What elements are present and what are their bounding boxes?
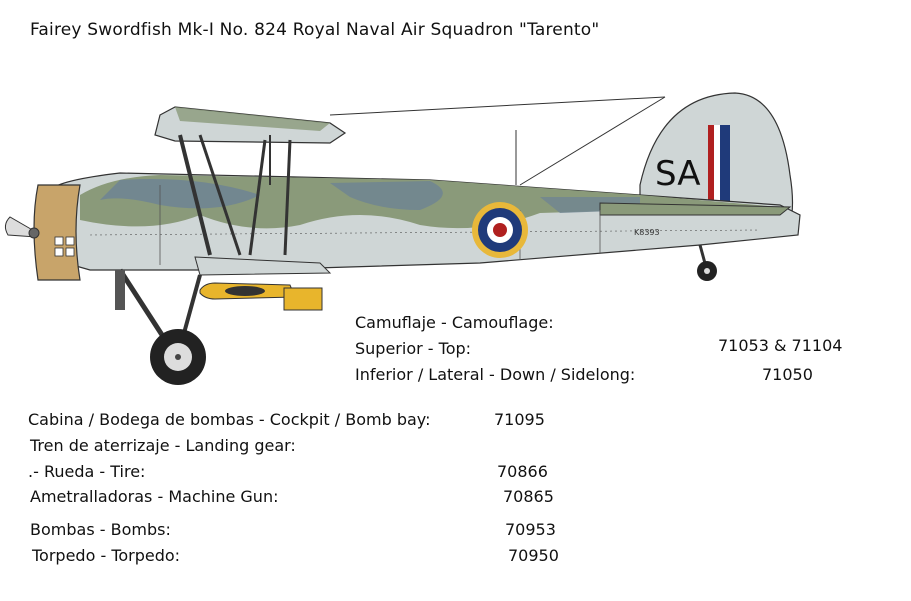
fin-flash-red — [708, 125, 714, 203]
fin-flash-blue — [720, 125, 730, 203]
legend-code-down: 71050 — [762, 365, 813, 384]
legend-code-torpedo: 70950 — [508, 546, 559, 565]
engine-cowling — [34, 185, 80, 280]
tail-code: SA — [655, 154, 701, 194]
legend-code-bombs: 70953 — [505, 520, 556, 539]
page-title: Fairey Swordfish Mk-I No. 824 Royal Naval Air Squadron "Tarento" — [30, 20, 600, 40]
legend-label-tire: .- Rueda - Tire: — [28, 462, 146, 481]
legend-code-machine-gun: 70865 — [503, 487, 554, 506]
serial-number: K8393 — [634, 228, 660, 237]
legend-label-down: Inferior / Lateral - Down / Sidelong: — [355, 365, 636, 384]
rigging-wire — [330, 97, 665, 115]
camo-header: Camuflaje - Camouflage: — [355, 313, 554, 332]
legend-label-top: Superior - Top: — [355, 339, 472, 358]
legend-label-bombs: Bombas - Bombs: — [30, 520, 171, 539]
legend-code-cockpit: 71095 — [494, 410, 545, 429]
legend-code-top: 71053 & 71104 — [718, 336, 843, 355]
legend-code-tire: 70866 — [497, 462, 548, 481]
legend-label-machine-gun: Ametralladoras - Machine Gun: — [30, 487, 279, 506]
legend-label-cockpit: Cabina / Bodega de bombas - Cockpit / Bomb bay: — [28, 410, 431, 429]
legend-label-torpedo: Torpedo - Torpedo: — [32, 546, 181, 565]
legend-label-landing-gear: Tren de aterrizaje - Landing gear: — [30, 436, 296, 455]
